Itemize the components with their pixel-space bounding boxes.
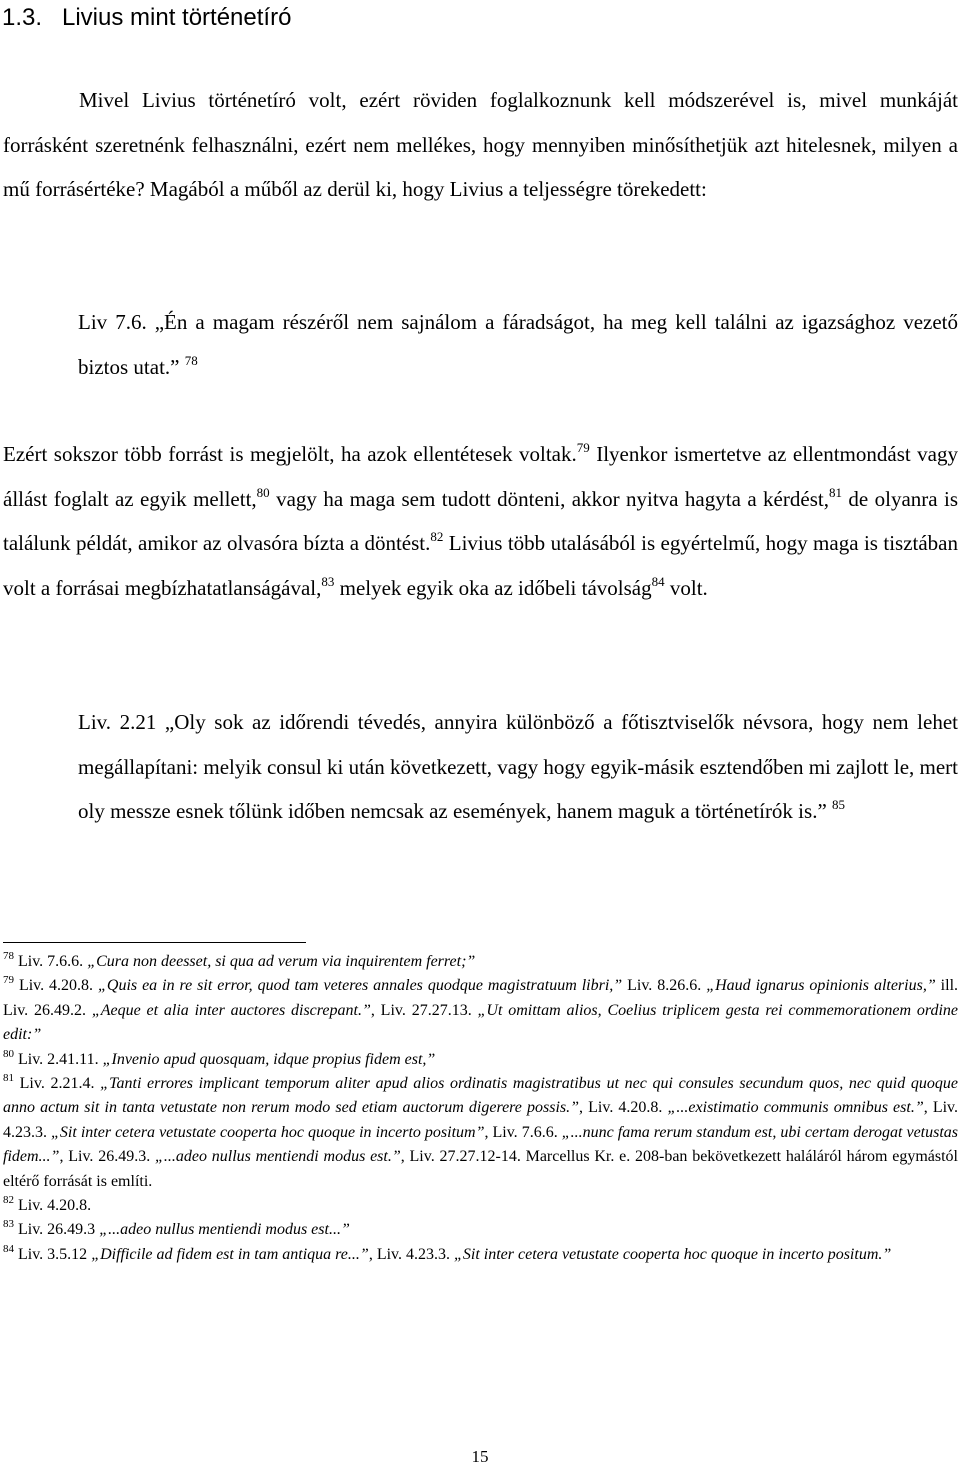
- footnote-text: , Liv. 7.6.6.: [484, 1123, 562, 1141]
- latin-quote: „Cura non deesset, si qua ad verum via inquirentem ferret;”: [87, 953, 476, 970]
- footnote-text: , Liv. 27.27.12-14. Marcellus Kr. e. 208-ban bekövetkezett haláláról három egymástól eltérő forrását is említi.: [3, 1148, 958, 1190]
- footnote-number: 80: [3, 1047, 14, 1060]
- footnote-text: Liv. 8.26.6.: [622, 977, 707, 995]
- footnote-text: Liv. 2.41.11.: [14, 1050, 103, 1068]
- footnote-80: [3, 1048, 958, 1072]
- footnote-text: Liv. 4.20.8.: [14, 977, 99, 995]
- footnote-text: Liv. 7.6.6.: [14, 953, 88, 970]
- footnote-number: 78: [3, 950, 14, 962]
- latin-quote: „...existimatio communis omnibus est.”: [667, 1099, 924, 1117]
- footnote-number: 79: [3, 974, 14, 987]
- latin-quote: „...adeo nullus mentiendi modus est.”: [154, 1148, 401, 1166]
- footnote-ref-85[interactable]: 85: [832, 797, 846, 812]
- latin-quote: „Sit inter cetera vetustate cooperta hoc quoque in incerto positum”: [51, 1123, 485, 1141]
- footnote-ref-81[interactable]: 81: [828, 484, 842, 500]
- intro-paragraph: Mivel Livius történetíró volt, ezért röviden foglalkoznunk kell módszerével is, mivel munkáját forrásként szeretnénk felhasználni, ezért nem mellékes, hogy mennyiben minősíthetjük azt hitelesnek, milyen a mű forrásértéke? Magából a műből az derül ki, hogy Livius a teljességre törekedett:: [3, 88, 958, 201]
- footnote-separator: [3, 942, 306, 943]
- section-number: 1.3.: [2, 4, 43, 31]
- latin-quote: „Difficile ad fidem est in tam antiqua re...”: [91, 1245, 369, 1263]
- footnote-ref-80[interactable]: 80: [256, 484, 270, 500]
- footnote-79: [3, 974, 958, 1047]
- footnotes: [3, 950, 958, 1267]
- latin-quote: „Quis ea in re sit error, quod tam veteres annales quodque magistratuum libri,”: [98, 977, 623, 995]
- sentence: Ezért sokszor több forrást is megjelölt, ha azok ellentétesek voltak.: [3, 442, 577, 466]
- footnote-ref-79[interactable]: 79: [576, 440, 590, 455]
- footnote-text: , Liv. 4.23.3.: [3, 1099, 959, 1141]
- footnote-82: [3, 1194, 958, 1218]
- footnote-text: , Liv. 27.27.13.: [370, 1001, 478, 1019]
- footnote-number: 81: [3, 1072, 14, 1085]
- section-heading: [2, 2, 291, 34]
- sentence: volt.: [664, 575, 708, 600]
- footnote-ref-83[interactable]: 83: [321, 573, 335, 589]
- footnote-83: [3, 1218, 958, 1242]
- latin-quote: „...adeo nullus mentiendi modus est...”: [99, 1221, 350, 1239]
- latin-quote: „Invenio apud quosquam, idque propius fidem est,”: [102, 1050, 436, 1068]
- footnote-text: , Liv. 4.23.3.: [368, 1245, 454, 1263]
- footnote-number: 83: [3, 1218, 14, 1231]
- footnote-ref-78[interactable]: 78: [184, 352, 198, 368]
- sentence: vagy ha maga sem tudott dönteni, akkor nyitva hagyta a kérdést,: [269, 486, 829, 511]
- footnote-text: Liv. 4.20.8.: [14, 1197, 92, 1215]
- sentence: melyek egyik oka az időbeli távolság: [334, 575, 652, 600]
- quote-text: Liv. 2.21 „Oly sok az időrendi tévedés, annyira különböző a főtisztviselők névsora, hogy nem lehet megállapítani: melyik consul ki után következett, vagy hogy egyik-másik esztendőben mi zajlott le, mert oly messze esnek tőlünk időben nemcsak az események, hanem maguk a történetírók is.”: [78, 710, 959, 823]
- footnote-78: [3, 950, 958, 974]
- footnote-text: ill. Liv. 26.49.2.: [3, 977, 959, 1019]
- footnote-text: Liv. 2.21.4.: [14, 1075, 101, 1093]
- quote-liv-2-21: [78, 700, 958, 834]
- footnote-number: 84: [3, 1242, 14, 1255]
- footnote-number: 82: [3, 1194, 14, 1207]
- sentence: Livius több utalásából is egyértelmű, hogy maga is tisztában volt a forrásai megbízhatatlanságával,: [3, 531, 958, 600]
- latin-quote: „Ut omittam alios, Coelius triplicem gesta rei commemorationem ordine edit:”: [3, 1001, 959, 1044]
- latin-quote: „Tanti errores implicant temporum aliter apud alios ordinatis magistratibus ut nec qui consules secundum quos, nec quid quoque anno actum sit in tanta vetustate non rerum modo sed etiam auctorum digerere possis.”: [3, 1075, 959, 1117]
- footnote-text: Liv. 3.5.12: [14, 1245, 92, 1263]
- sentence: de olyanra is találunk példát, amikor az olvasóra bízta a döntést.: [3, 486, 959, 555]
- latin-quote: „Sit inter cetera vetustate cooperta hoc quoque in incerto positum.”: [454, 1245, 892, 1263]
- footnote-text: , Liv. 26.49.3.: [59, 1148, 155, 1166]
- latin-quote: „Haud ignarus opinionis alterius,”: [706, 977, 936, 995]
- footnote-ref-84[interactable]: 84: [651, 573, 665, 589]
- footnote-text: Liv. 26.49.3: [14, 1221, 100, 1239]
- page-number: 15: [471, 1447, 489, 1466]
- footnote-ref-82[interactable]: 82: [430, 529, 444, 544]
- quote-text: Liv 7.6. „Én a magam részéről nem sajnálom a fáradságot, ha meg kell találni az igazsághoz vezető biztos utat.”: [78, 310, 958, 379]
- latin-quote: „Aeque et alia inter auctores discrepant.”: [91, 1001, 371, 1019]
- latin-quote: „...nunc fama rerum standum est, ubi certam derogat vetustas fidem...”: [3, 1123, 959, 1166]
- quote-liv-7-6: [78, 300, 958, 389]
- footnote-84: [3, 1243, 958, 1267]
- sentence: Ilyenkor ismertetve az ellentmondást vagy állást foglalt az egyik mellett,: [3, 442, 958, 511]
- footnote-text: , Liv. 4.20.8.: [579, 1099, 668, 1117]
- footnote-81: [3, 1072, 958, 1194]
- sources-paragraph: [3, 432, 958, 610]
- section-title: Livius mint történetíró: [62, 4, 292, 31]
